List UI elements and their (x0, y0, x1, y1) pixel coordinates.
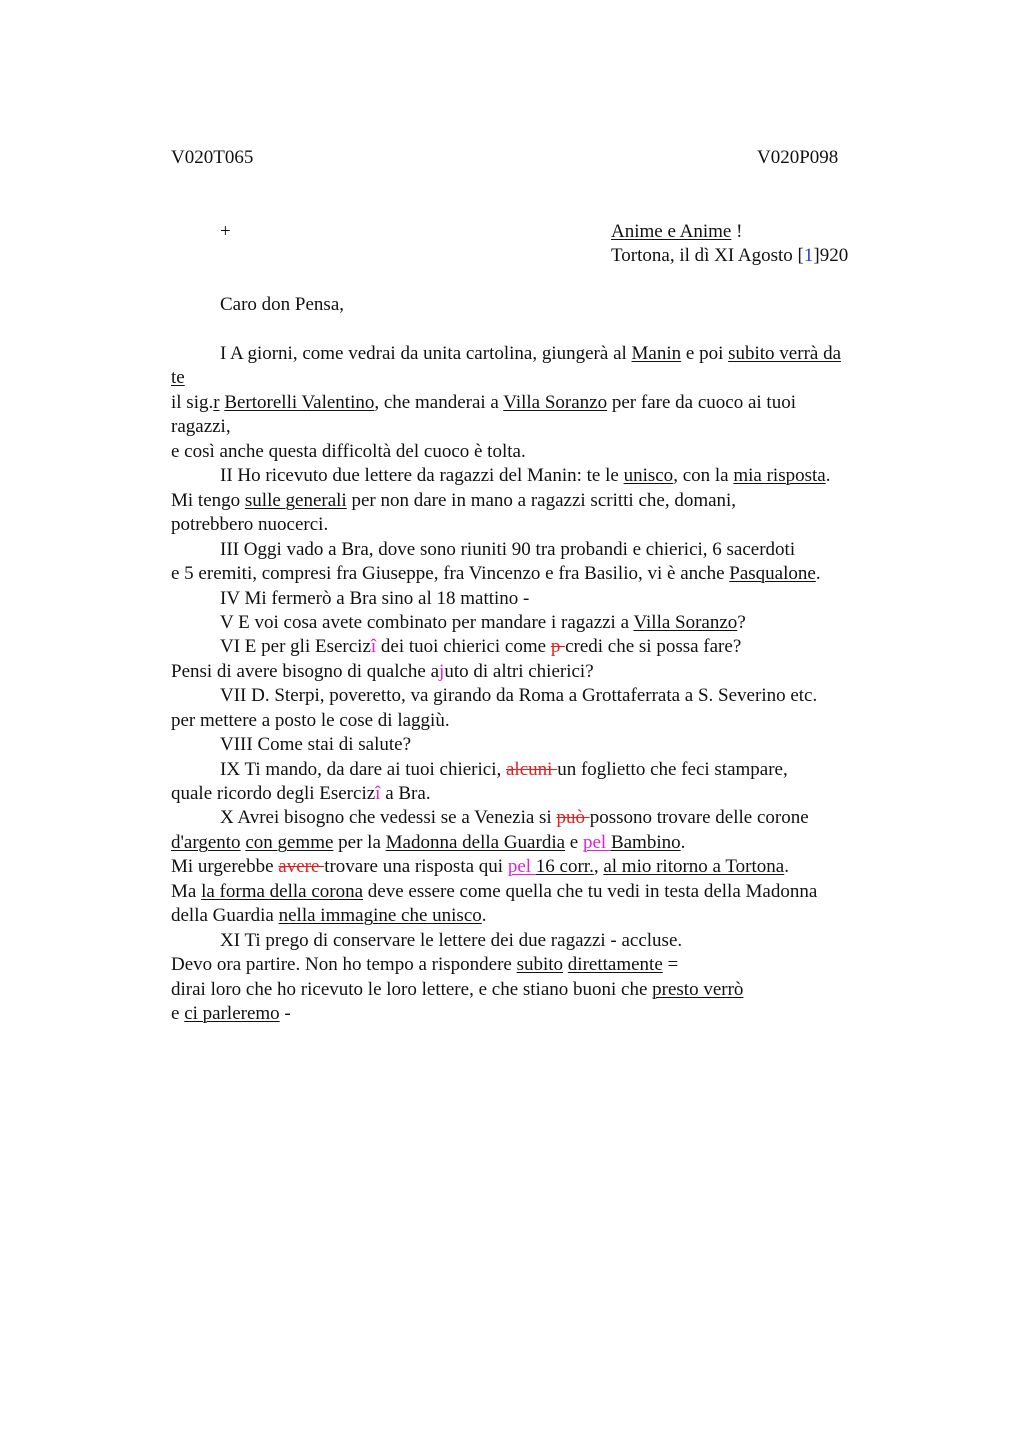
text-segment: dei tuoi chierici come (376, 636, 551, 657)
text-segment: e (171, 1003, 185, 1024)
body-line (220, 587, 529, 611)
text-segment: . (680, 832, 686, 853)
motto-text: Anime e Anime (611, 221, 732, 242)
body-line (171, 366, 185, 390)
text-segment: sulle generali (244, 490, 347, 511)
cross-mark: + (220, 221, 231, 242)
text-segment: credi che si possa fare? (565, 636, 742, 657)
text-segment: deve essere come quella che tu vedi in testa della Madonna (363, 881, 818, 902)
text-segment: potrebbero nuocerci. (171, 514, 329, 535)
text-segment: subito (516, 954, 564, 975)
text-segment: un foglietto che feci stampare, (557, 759, 788, 780)
text-segment: II Ho ricevuto due lettere da ragazzi del Manin: te le (220, 465, 624, 486)
text-segment: alcuni (506, 759, 558, 780)
text-segment: , che manderai a (374, 392, 504, 413)
text-segment: al mio ritorno a Tortona (603, 856, 785, 877)
text-segment: r (213, 392, 220, 413)
text-segment: può (556, 807, 590, 828)
dateline-num: 1 (803, 245, 814, 266)
text-segment: î (375, 783, 381, 804)
text-segment: Mi tengo (171, 490, 245, 511)
text-segment: direttamente (567, 954, 663, 975)
text-segment: d'argento (171, 832, 241, 853)
text-segment: XI Ti prego di conservare le lettere dei due ragazzi - accluse. (220, 930, 683, 951)
text-segment: per la (333, 832, 386, 853)
dateline-pre: Tortona, il dì XI Agosto [ (611, 245, 804, 266)
text-segment: Ma (171, 881, 202, 902)
body-line (220, 611, 746, 635)
text-segment: la forma della corona (201, 881, 364, 902)
text-segment: j (439, 661, 445, 682)
text-segment: pel (582, 832, 611, 853)
text-segment: trovare una risposta qui (324, 856, 508, 877)
body-line (171, 880, 817, 904)
text-segment: . (815, 563, 821, 584)
body-line (171, 440, 526, 464)
text-segment: I A giorni, come vedrai da unita cartolina, giungerà al (220, 343, 632, 364)
text-segment: VIII Come stai di salute? (220, 734, 412, 755)
body-line (220, 464, 830, 488)
text-segment: IX Ti mando, da dare ai tuoi chierici, (220, 759, 506, 780)
body-line (171, 660, 594, 684)
text-segment: V E voi cosa avete combinato per mandare i ragazzi a (220, 612, 634, 633)
body-line (171, 978, 743, 1002)
text-segment: te (171, 367, 185, 388)
salutation: Caro don Pensa, (220, 294, 345, 315)
text-segment: unisco (623, 465, 674, 486)
text-segment: uto di altri chierici? (444, 661, 594, 682)
text-segment: Bertorelli Valentino (224, 392, 375, 413)
body-line (220, 635, 741, 659)
text-segment: ? (737, 612, 746, 633)
text-segment: VI E per gli Eserciz (220, 636, 371, 657)
text-segment: , con la (673, 465, 734, 486)
body-line (171, 489, 736, 513)
text-segment: Pensi di avere bisogno di qualche a (171, 661, 440, 682)
text-segment: e 5 eremiti, compresi fra Giuseppe, fra Vincenzo e fra Basilio, vi è anche (171, 563, 730, 584)
text-segment: . (784, 856, 789, 877)
text-segment: per non dare in mano a ragazzi scritti che, domani, (346, 490, 737, 511)
text-segment: presto verrò (652, 979, 744, 1000)
text-segment: III Oggi vado a Bra, dove sono riuniti 90 tra probandi e chierici, 6 sacerdoti (220, 539, 796, 560)
body-line (171, 415, 231, 439)
text-segment: possono trovare delle corone (589, 807, 809, 828)
text-segment: = (662, 954, 679, 975)
text-segment: per fare da cuoco ai tuoi (607, 392, 796, 413)
text-segment: î (370, 636, 377, 657)
body-line (171, 513, 328, 537)
text-segment: 16 corr. (535, 856, 594, 877)
body-line (220, 342, 841, 366)
motto (611, 220, 742, 244)
body-line (220, 538, 795, 562)
body-line (220, 684, 817, 708)
body-line (171, 831, 685, 855)
text-segment: e così anche questa difficoltà del cuoco è tolta. (171, 441, 526, 462)
text-segment: pel (507, 856, 536, 877)
text-segment: . (825, 465, 831, 486)
text-segment: p (550, 636, 566, 657)
body-line (220, 806, 809, 830)
text-segment: subito verrà da (728, 343, 842, 364)
text-segment: , (593, 856, 604, 877)
text-segment: nella immagine che unisco (278, 905, 482, 926)
body-line (171, 855, 789, 879)
body-line (220, 733, 411, 757)
text-segment: a Bra. (380, 783, 431, 804)
body-line (171, 953, 678, 977)
text-segment: . (481, 905, 487, 926)
text-segment: Villa Soranzo (633, 612, 738, 633)
text-segment: quale ricordo degli Eserciz (171, 783, 376, 804)
text-segment: Pasqualone (729, 563, 816, 584)
text-segment: Villa Soranzo (503, 392, 608, 413)
text-segment: X Avrei bisogno che vedessi se a Venezia si (220, 807, 557, 828)
text-segment: il sig. (171, 392, 214, 413)
text-segment: Devo ora partire. Non ho tempo a rispondere (171, 954, 517, 975)
motto-mark: ! (731, 221, 743, 242)
header-right-code: V020P098 (757, 147, 839, 168)
text-segment: VII D. Sterpi, poveretto, va girando da Roma a Grottaferrata a S. Severino etc. (220, 685, 818, 706)
body-line (171, 782, 431, 806)
body-line (171, 391, 796, 415)
text-segment: Bambino (610, 832, 681, 853)
text-segment: per mettere a posto le cose di laggiù. (171, 710, 450, 731)
body-line (171, 562, 821, 586)
body-line (171, 1002, 291, 1026)
text-segment: e (565, 832, 583, 853)
body-line (171, 904, 487, 928)
text-segment: con gemme (245, 832, 334, 853)
text-segment: - (279, 1003, 291, 1024)
text-segment: Manin (631, 343, 682, 364)
text-segment: Mi urgerebbe (171, 856, 279, 877)
body-line (220, 758, 788, 782)
text-segment: ci parleremo (184, 1003, 280, 1024)
text-segment: avere (278, 856, 325, 877)
text-segment: ragazzi, (171, 416, 231, 437)
text-segment: dirai loro che ho ricevuto le loro lettere, e che stiano buoni che (171, 979, 653, 1000)
body-line (171, 709, 450, 733)
text-segment: e poi (681, 343, 729, 364)
dateline-post: ]920 (813, 245, 849, 266)
text-segment: Madonna della Guardia (385, 832, 566, 853)
header-left-code: V020T065 (171, 147, 254, 168)
dateline (611, 244, 848, 268)
text-segment: mia risposta (733, 465, 826, 486)
body-line (220, 929, 682, 953)
text-segment: IV Mi fermerò a Bra sino al 18 mattino - (220, 588, 530, 609)
text-segment: della Guardia (171, 905, 279, 926)
